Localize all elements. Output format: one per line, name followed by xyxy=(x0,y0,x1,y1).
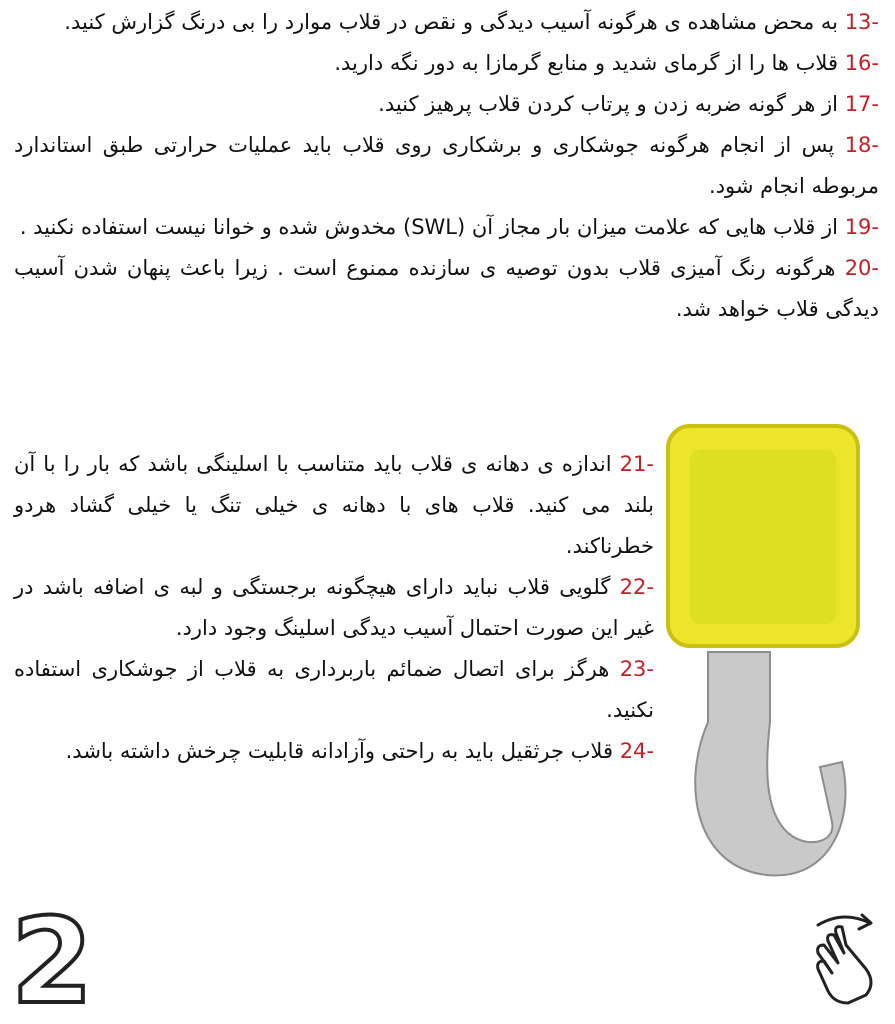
swipe-hand-icon xyxy=(808,905,888,1005)
side-list xyxy=(14,444,654,772)
list-item-19: -19 از قلاب هایی که علامت میزان بار مجاز آن (SWL) مخدوش شده و خوانا نیست استفاده نکنید . xyxy=(19,215,879,239)
list-item-18: -18 پس از انجام هرگونه جوشکاری و برشکاری روی قلاب باید عملیات حرارتی طبق استاندارد مربوطه انجام شود. xyxy=(14,133,879,198)
crane-hook-icon xyxy=(660,422,865,907)
list-item-21: -21 اندازه ی دهانه ی قلاب باید متناسب با اسلینگی باشد که بار را با آن بلند می کنید. قلاب های با دهانه ی خیلی تنگ یا خیلی گشاد هردو خطرناکند. xyxy=(14,452,654,558)
list-item-22: -22 گلویی قلاب نباید دارای هیچگونه برجستگی و لبه ی اضافه باشد در غیر این صورت احتمال آسیب دیدگی اسلینگ وجود دارد. xyxy=(14,575,654,640)
list-item-17: -17 از هر گونه ضربه زدن و پرتاب کردن قلاب پرهیز کنید. xyxy=(378,92,879,116)
list-item-16: -16 قلاب ها را از گرمای شدید و منابع گرمازا به دور نگه دارید. xyxy=(334,51,879,75)
list-item-23: -23 هرگز برای اتصال ضمائم باربرداری به قلاب از جوشکاری استفاده نکنید. xyxy=(14,657,654,722)
page-number-graphic xyxy=(6,902,106,1012)
page-number: 2 xyxy=(10,902,94,1012)
list-item-20: -20 هرگونه رنگ آمیزی قلاب بدون توصیه ی سازنده ممنوع است . زیرا باعث پنهان شدن آسیب دیدگی قلاب خواهد شد. xyxy=(14,256,879,321)
list-item-24: -24 قلاب جرثقیل باید به راحتی وآزادانه قابلیت چرخش داشته باشد. xyxy=(65,739,654,763)
list-item-13: -13 به محض مشاهده ی هرگونه آسیب دیدگی و نقص در قلاب موارد را بی درنگ گزارش کنید. xyxy=(64,10,879,34)
top-list xyxy=(14,2,879,330)
